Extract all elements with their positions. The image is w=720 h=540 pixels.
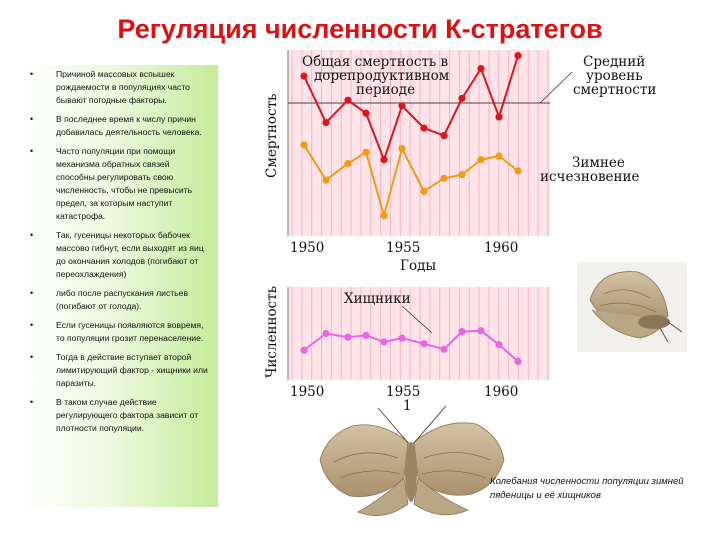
- data-point: [380, 338, 387, 345]
- data-point: [300, 72, 307, 79]
- bottom-y-label: Численность: [264, 285, 280, 378]
- data-point: [440, 346, 447, 353]
- data-point: [458, 171, 465, 178]
- data-point: [344, 97, 351, 104]
- data-point: [344, 334, 351, 341]
- red-series-label-3: периоде: [356, 82, 416, 98]
- top-x-tick-1960: 1960: [484, 240, 519, 256]
- data-point: [477, 65, 484, 72]
- data-point: [420, 188, 427, 195]
- data-point: [440, 175, 447, 182]
- top-x-tick-1955: 1955: [386, 240, 421, 256]
- bullet-item: • Тогда в действие вступает второй лимитирующий фактор - хищники или паразиты.: [26, 351, 210, 390]
- data-point: [380, 156, 387, 163]
- data-point: [300, 141, 307, 148]
- data-point: [514, 358, 521, 365]
- red-series-label-1: Общая смертность в: [302, 54, 449, 70]
- bullet-item: • Часто популяции при помощи механизма обратных связей способны регулировать свою численность, чтобы не превысить предел, за которым наступит катастрофа.: [26, 145, 210, 223]
- data-point: [514, 52, 521, 59]
- data-point: [458, 95, 465, 102]
- data-point: [420, 340, 427, 347]
- bullet-item: • Если гусеницы появляются вовремя, то популяции грозит перенаселение.: [26, 319, 210, 345]
- orange-label-1: Зимнее: [572, 155, 625, 171]
- avg-label-1: Средний: [583, 54, 646, 70]
- pink-series-label: Хищники: [344, 291, 411, 307]
- bullet-item: • Так, гусеницы некоторых бабочек массово гибнут, если выходят из яиц до окончания холодов (погибают от переохлаждения): [26, 229, 210, 281]
- data-point: [362, 332, 369, 339]
- bottom-x-partial-label: 1: [403, 398, 412, 414]
- data-point: [322, 177, 329, 184]
- moth-photo-large: [320, 406, 504, 516]
- data-point: [322, 119, 329, 126]
- avg-label-3: смертности: [573, 82, 657, 98]
- bottom-x-tick-1955: 1955: [386, 384, 421, 400]
- data-point: [398, 145, 405, 152]
- data-point: [495, 152, 502, 159]
- data-point: [420, 125, 427, 132]
- bullet-item: • В таком случае действие регулирующего фактора зависит от плотности популяции.: [26, 396, 210, 435]
- bullet-item: • В последнее время к числу причин добавилась деятельность человека.: [26, 113, 210, 139]
- avg-label-2: уровень: [586, 68, 643, 84]
- data-point: [514, 167, 521, 174]
- figure-caption: Колебания численности популяции зимней пяденицы и её хищников: [490, 476, 684, 501]
- bullet-item: • Причиной массовых вспышек рождаемости в популяциях часто бывают погодные факторы.: [26, 68, 210, 107]
- data-point: [398, 102, 405, 109]
- data-point: [458, 328, 465, 335]
- data-point: [344, 160, 351, 167]
- page-title: Регуляция численности К-стратегов: [117, 14, 603, 44]
- data-point: [477, 327, 484, 334]
- data-point: [398, 335, 405, 342]
- data-point: [362, 110, 369, 117]
- data-point: [440, 132, 447, 139]
- data-point: [322, 330, 329, 337]
- top-y-label: Смертность: [264, 93, 280, 178]
- bottom-x-tick-1950: 1950: [290, 384, 325, 400]
- bottom-x-tick-1960: 1960: [484, 384, 519, 400]
- bullet-item: • либо после распускания листьев (погибают от голода).: [26, 287, 210, 313]
- data-point: [300, 347, 307, 354]
- top-x-label: Годы: [400, 258, 437, 274]
- red-series-label-2: дорепродуктивном: [314, 68, 450, 84]
- top-x-tick-1950: 1950: [290, 240, 325, 256]
- data-point: [380, 212, 387, 219]
- data-point: [362, 149, 369, 156]
- data-point: [477, 156, 484, 163]
- moth-photo-small: [577, 262, 687, 352]
- orange-label-2: исчезновение: [540, 169, 640, 185]
- data-point: [495, 113, 502, 120]
- data-point: [495, 341, 502, 348]
